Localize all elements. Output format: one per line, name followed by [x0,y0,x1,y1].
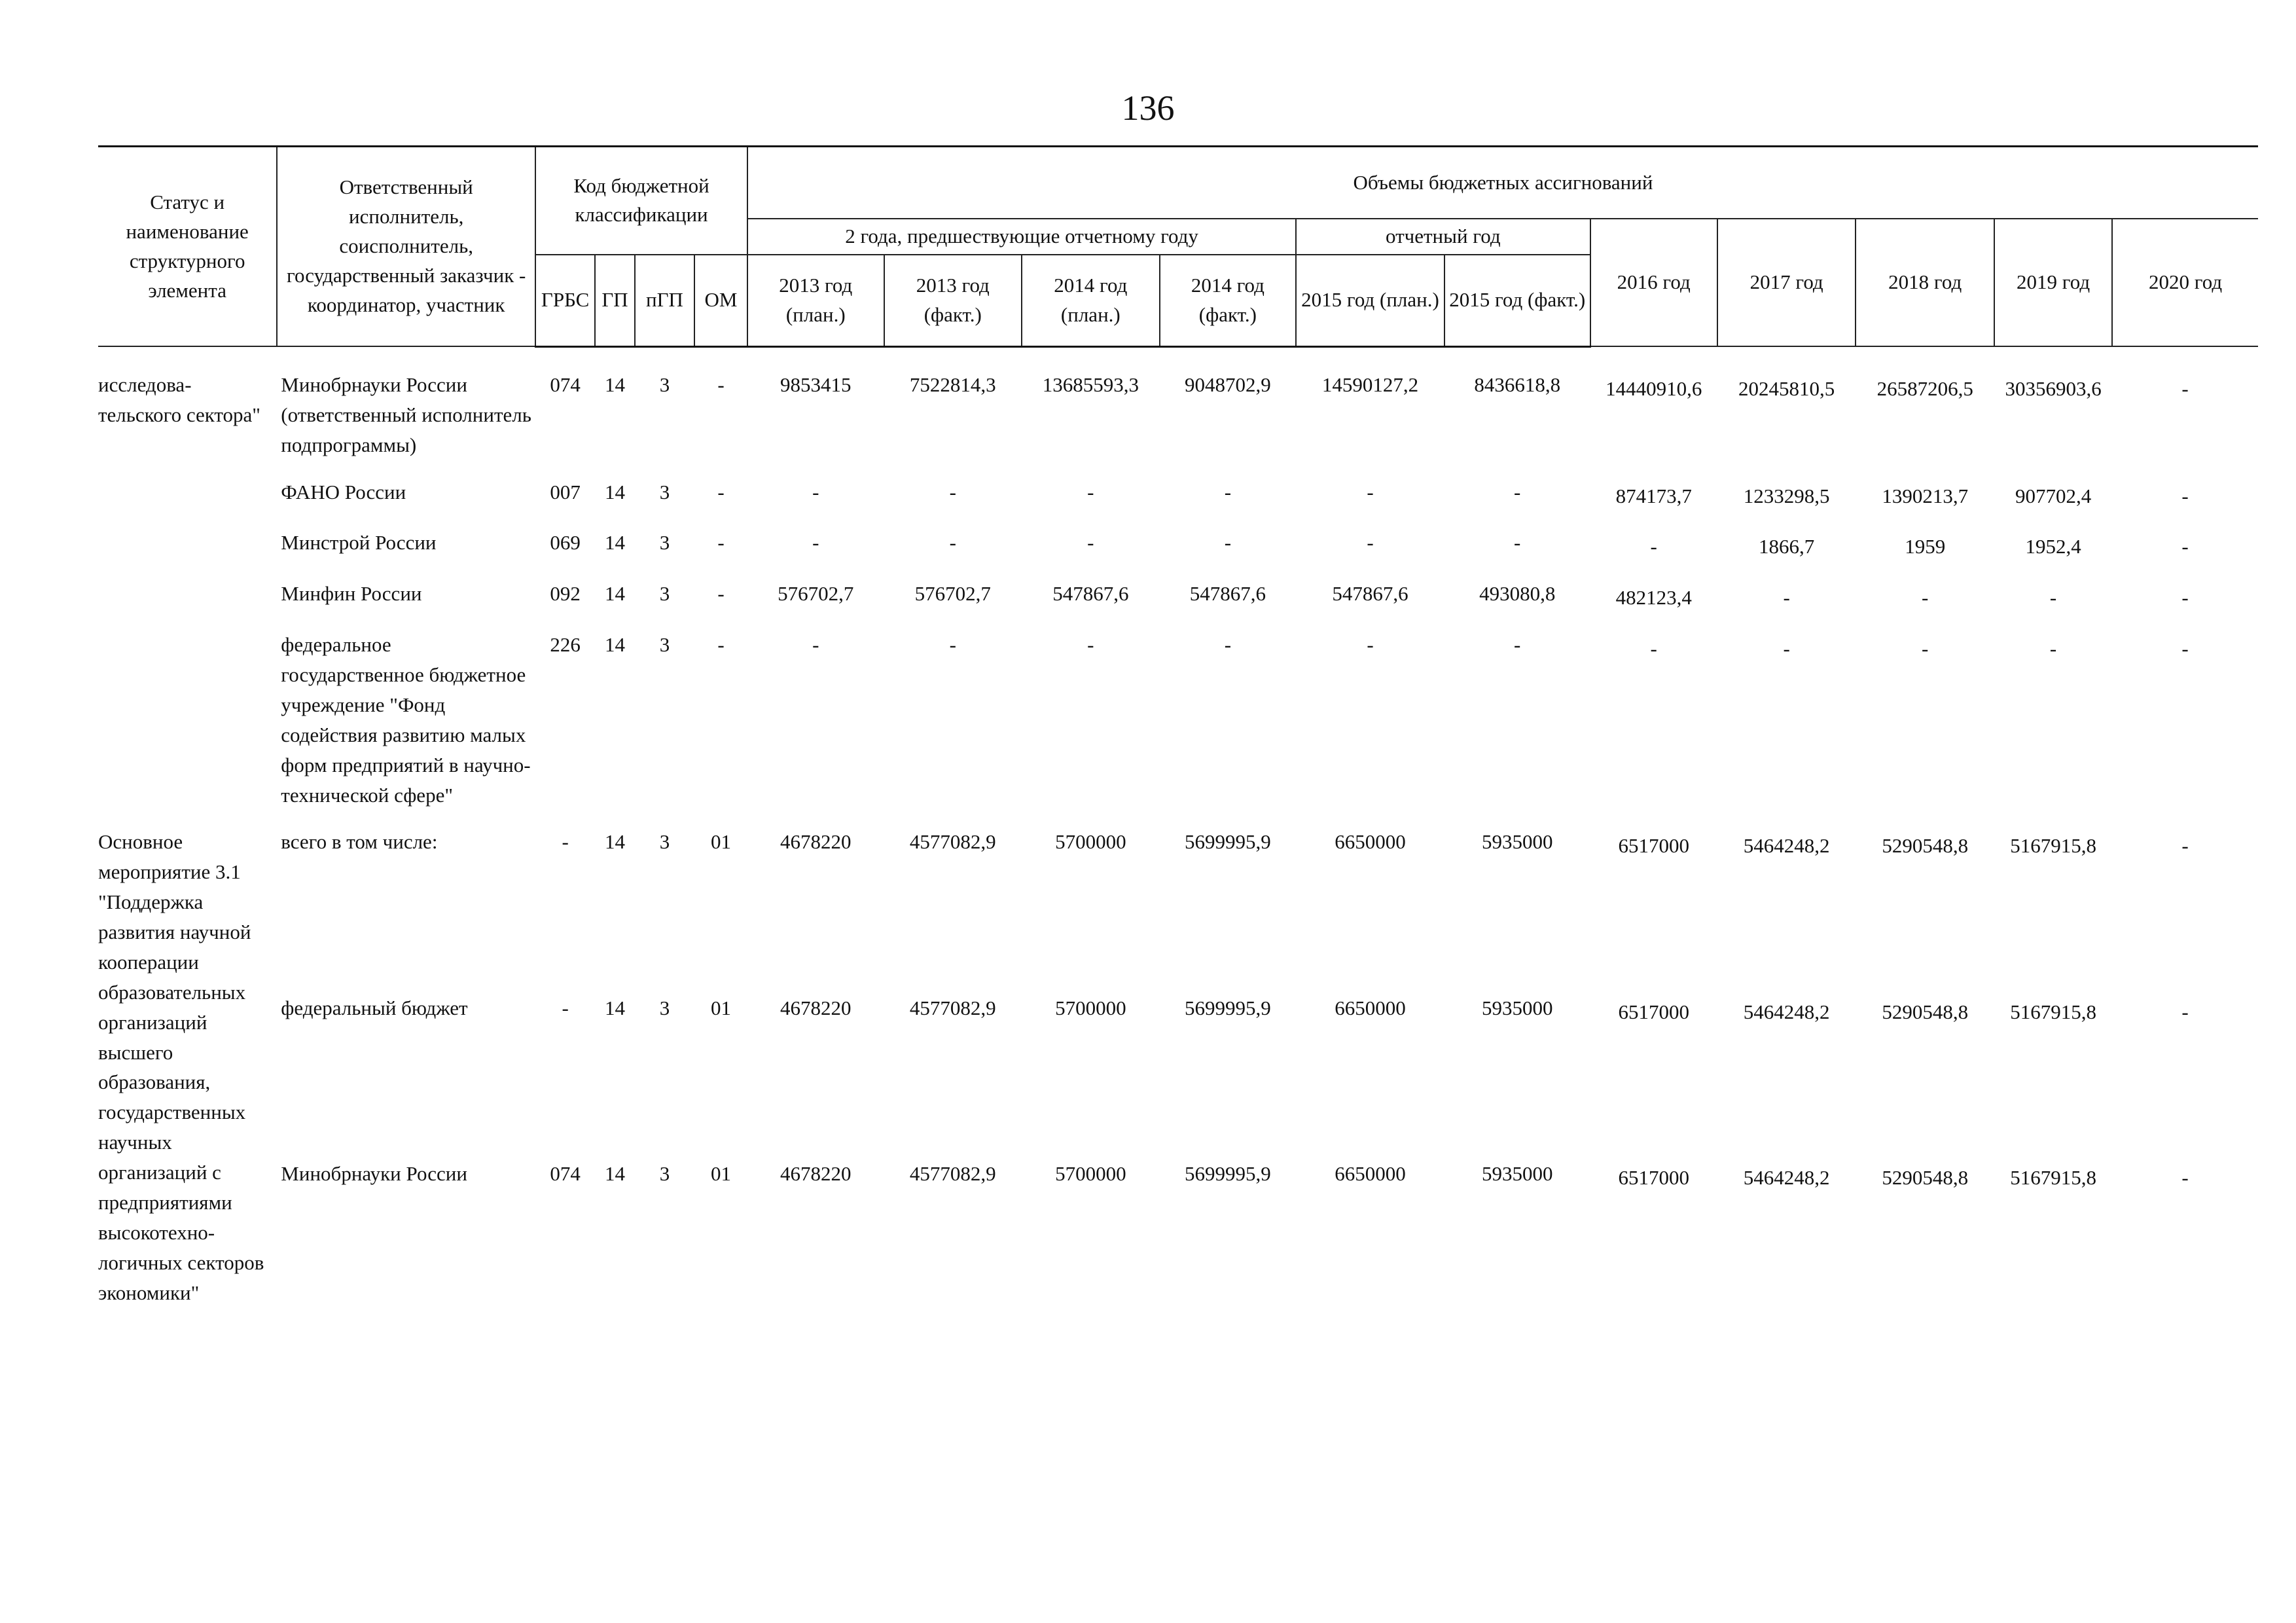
value-cell: 493080,8 [1479,582,1556,606]
value-cell: - [2049,586,2057,610]
value-cell: 5464248,2 [1743,1000,1830,1023]
value-cell: 5167915,8 [2010,1166,2096,1190]
value-cell: - [2181,834,2189,858]
budget-allocation-table [98,145,2258,1319]
value-cell: - [1783,586,1790,610]
code-cell: 14 [605,633,626,657]
value-cell: 4577082,9 [909,996,996,1019]
executor-cell: федеральное государственное бюджетное учреждение "Фонд содействия развитию малых форм предприятий в научно-технической сфере" [281,633,531,807]
code-cell: 069 [550,531,581,555]
code-cell: - [562,996,569,1019]
value-cell: - [1650,535,1657,558]
code-cell: 3 [659,633,670,657]
code-cell: 3 [659,373,670,396]
value-cell: 7522814,3 [909,373,996,396]
code-cell: - [717,373,725,396]
code-cell: 14 [605,1162,626,1186]
value-cell: 14590127,2 [1321,373,1419,396]
value-cell: - [1514,480,1521,503]
value-cell: - [1224,480,1232,503]
value-cell: - [1367,531,1374,555]
table-row [98,1154,2258,1319]
value-cell: 4678220 [780,1162,852,1186]
value-cell: 5699995,9 [1184,830,1271,854]
value-cell: 5464248,2 [1743,834,1830,858]
header-code: ГП [595,255,635,347]
value-cell: - [1922,586,1929,610]
header-col: 2014 год (план.) [1022,255,1160,347]
header-code: ГРБС [535,255,595,347]
value-cell: 30356903,6 [2005,376,2102,400]
value-cell: 6517000 [1618,1166,1689,1190]
value-cell: - [2049,637,2057,661]
header-executor: Ответственный исполнитель, соисполнитель, государственный заказчик - координатор, участник [277,147,535,347]
value-cell: 547867,6 [1189,582,1266,606]
value-cell: 14440910,6 [1605,376,1702,400]
code-cell: - [717,480,725,503]
value-cell: 5699995,9 [1184,1162,1271,1186]
value-cell: 5935000 [1481,1162,1553,1186]
value-cell: 1959 [1905,535,1946,558]
value-cell: - [949,633,956,657]
executor-cell: ФАНО России [281,480,406,503]
executor-cell: федеральный бюджет [281,996,468,1019]
value-cell: 874173,7 [1615,484,1692,507]
table-row [98,988,2258,1154]
header-col: 2016 год [1590,219,1717,346]
code-cell: 3 [659,531,670,555]
table-header [98,147,2258,347]
value-cell: - [949,531,956,555]
value-cell: 5700000 [1055,1162,1126,1186]
header-status: Статус и наименование структурного элемента [98,147,277,347]
code-cell: 226 [550,633,581,657]
header-col: 2018 год [1856,219,1994,346]
code-cell: 074 [550,1162,581,1186]
value-cell: 6517000 [1618,834,1689,858]
value-cell: 1952,4 [2025,535,2081,558]
header-col: 2013 год (факт.) [884,255,1022,347]
value-cell: 547867,6 [1052,582,1129,606]
code-cell: 074 [550,373,581,396]
value-cell: 1866,7 [1759,535,1815,558]
code-cell: 092 [550,582,581,606]
header-code: ОМ [694,255,747,347]
header-code-group: Код бюджетной классификации [535,147,747,255]
code-cell: 3 [659,582,670,606]
value-cell: 5290548,8 [1882,834,1969,858]
value-cell: 6650000 [1335,830,1406,854]
executor-cell: Минфин России [281,582,422,606]
header-volumes: Объемы бюджетных ассигнований [747,147,2258,219]
code-cell: 14 [605,531,626,555]
value-cell: - [1514,633,1521,657]
value-cell: - [1224,633,1232,657]
header-prev-years: 2 года, предшествующие отчетному году [747,219,1296,255]
value-cell: 4678220 [780,996,852,1019]
table-row [98,574,2258,625]
value-cell: 5290548,8 [1882,1000,1969,1023]
value-cell: - [812,531,819,555]
code-cell: 14 [605,996,626,1019]
value-cell: - [2181,586,2189,610]
value-cell: 5290548,8 [1882,1166,1969,1190]
code-cell: 007 [550,480,581,503]
status-cell: Основное мероприятие 3.1 "Поддержка развития научной кооперации образовательных организаций высшего образования, государственных научных организаций с предприятиями высокотехно-логичных секторов экономики" [98,830,264,1304]
executor-cell: Минобрнауки России (ответственный исполнитель подпрограммы) [281,373,531,456]
code-cell: 14 [605,830,626,854]
value-cell: - [1087,633,1094,657]
value-cell: 9853415 [780,373,852,396]
table-row [98,365,2258,472]
value-cell: 5167915,8 [2010,1000,2096,1023]
value-cell: 5167915,8 [2010,834,2096,858]
value-cell: 4577082,9 [909,1162,996,1186]
code-cell: 14 [605,373,626,396]
executor-cell: Минобрнауки России [281,1162,467,1186]
code-cell: - [717,531,725,555]
value-cell: - [2181,1000,2189,1023]
page-number: 136 [1121,88,1175,128]
header-report-year: отчетный год [1296,219,1590,255]
value-cell: 1233298,5 [1743,484,1830,507]
header-col: 2015 год (факт.) [1444,255,1590,347]
code-cell: - [717,582,725,606]
table-row [98,822,2258,987]
value-cell: - [1367,480,1374,503]
value-cell: 5935000 [1481,830,1553,854]
code-cell: 01 [711,1162,731,1186]
header-col: 2013 год (план.) [747,255,884,347]
value-cell: 547867,6 [1332,582,1408,606]
value-cell: - [1650,637,1657,661]
executor-cell: Минстрой России [281,531,437,555]
value-cell: 6650000 [1335,996,1406,1019]
value-cell: 13685593,3 [1042,373,1139,396]
value-cell: 5700000 [1055,996,1126,1019]
value-cell: - [2181,1166,2189,1190]
code-cell: 3 [659,480,670,503]
header-code: пГП [635,255,694,347]
value-cell: 907702,4 [2015,484,2092,507]
value-cell: - [949,480,956,503]
value-cell: - [1514,531,1521,555]
header-col: 2015 год (план.) [1296,255,1444,347]
value-cell: 482123,4 [1615,586,1692,610]
value-cell: 5935000 [1481,996,1553,1019]
header-col: 2019 год [1994,219,2112,346]
header-col: 2017 год [1717,219,1856,346]
value-cell: 8436618,8 [1474,373,1561,396]
value-cell: - [2181,637,2189,661]
table-row [98,472,2258,523]
code-cell: - [562,830,569,854]
header-col: 2020 год [2112,219,2258,346]
value-cell: 1390213,7 [1882,484,1969,507]
value-cell: 5700000 [1055,830,1126,854]
value-cell: 5464248,2 [1743,1166,1830,1190]
code-cell: 01 [711,830,731,854]
value-cell: - [2181,484,2189,507]
value-cell: - [1367,633,1374,657]
code-cell: 14 [605,582,626,606]
value-cell: 576702,7 [778,582,854,606]
value-cell: 20245810,5 [1738,376,1835,400]
value-cell: - [1224,531,1232,555]
code-cell: 3 [659,1162,670,1186]
value-cell: - [2181,376,2189,400]
value-cell: 5699995,9 [1184,996,1271,1019]
header-col: 2014 год (факт.) [1160,255,1297,347]
value-cell: 6517000 [1618,1000,1689,1023]
value-cell: 4577082,9 [909,830,996,854]
value-cell: - [1783,637,1790,661]
code-cell: 3 [659,830,670,854]
value-cell: 6650000 [1335,1162,1406,1186]
value-cell: 4678220 [780,830,852,854]
code-cell: 3 [659,996,670,1019]
code-cell: 14 [605,480,626,503]
value-cell: 576702,7 [914,582,991,606]
value-cell: 9048702,9 [1184,373,1271,396]
value-cell: - [812,480,819,503]
value-cell: - [1087,531,1094,555]
table-row [98,625,2258,822]
value-cell: 26587206,5 [1876,376,1973,400]
value-cell: - [1087,480,1094,503]
value-cell: - [1922,637,1929,661]
value-cell: - [2181,535,2189,558]
code-cell: 01 [711,996,731,1019]
status-cell: исследова-тельского сектора" [98,373,260,426]
code-cell: - [717,633,725,657]
table-body [98,346,2258,1319]
table-row [98,522,2258,574]
value-cell: - [812,633,819,657]
executor-cell: всего в том числе: [281,830,438,854]
